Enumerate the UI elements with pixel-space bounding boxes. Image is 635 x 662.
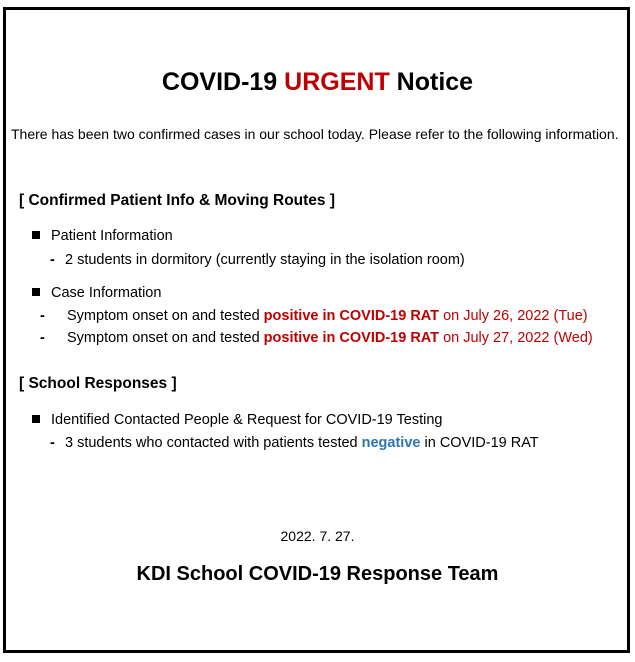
- case-row-1: [40, 308, 588, 324]
- bullet-contacted-people: [32, 412, 442, 428]
- patient-info-text: 2 students in dormitory (currently staying in the isolation room): [65, 252, 465, 268]
- section-heading-school-responses: [ School Responses ]: [19, 375, 177, 392]
- case-row-prefix: Symptom onset on and tested: [67, 330, 264, 346]
- intro-text: There has been two confirmed cases in our school today. Please refer to the following information.: [11, 126, 619, 142]
- square-bullet-icon: [32, 288, 40, 296]
- bullet-case-information: [32, 285, 161, 301]
- case-row-highlight: positive in COVID-19 RAT: [263, 308, 440, 324]
- contacts-highlight: negative: [361, 435, 421, 451]
- bullet-patient-information: [32, 228, 173, 244]
- section-heading-patient-info: [ Confirmed Patient Info & Moving Routes ]: [19, 192, 336, 209]
- case-row-highlight: positive in COVID-19 RAT: [263, 330, 440, 346]
- title-part2: Notice: [389, 68, 474, 96]
- bullet-label: Patient Information: [51, 228, 173, 244]
- contacts-prefix: 3 students who contacted with patients tested: [65, 435, 362, 451]
- case-row-prefix: Symptom onset on and tested: [67, 308, 264, 324]
- patient-info-item: [50, 252, 465, 268]
- case-row-2: [40, 330, 593, 346]
- square-bullet-icon: [32, 231, 40, 239]
- case-row-suffix: on July 27, 2022 (Wed): [439, 330, 593, 346]
- page-title: [0, 68, 635, 97]
- bullet-label: Identified Contacted People & Request for COVID-19 Testing: [51, 412, 443, 428]
- notice-date: 2022. 7. 27.: [280, 528, 355, 544]
- signature-team: KDI School COVID-19 Response Team: [136, 563, 499, 585]
- dash-marker: -: [50, 252, 55, 268]
- bullet-label: Case Information: [51, 285, 162, 301]
- title-part1: COVID-19: [161, 68, 285, 96]
- contacts-item: [50, 435, 539, 451]
- title-urgent: URGENT: [284, 68, 390, 96]
- case-row-suffix: on July 26, 2022 (Tue): [439, 308, 588, 324]
- dash-marker: -: [40, 308, 45, 324]
- square-bullet-icon: [32, 415, 40, 423]
- contacts-suffix: in COVID-19 RAT: [420, 435, 539, 451]
- dash-marker: -: [40, 330, 45, 346]
- dash-marker: -: [50, 435, 55, 451]
